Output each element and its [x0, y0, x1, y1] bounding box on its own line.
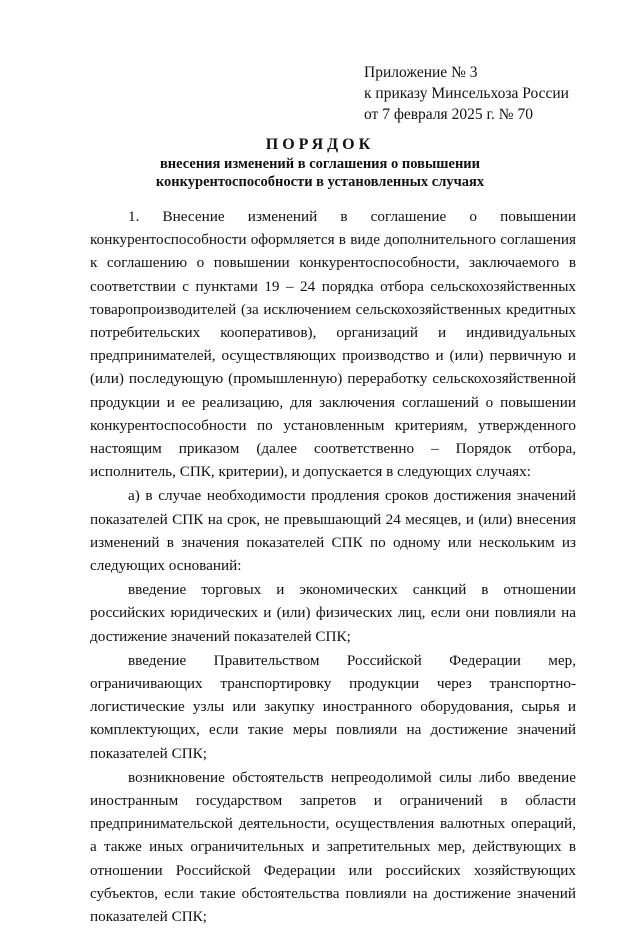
paragraph-1: 1. Внесение изменений в соглашение о повышении конкурентоспособности оформляется в виде дополнительного соглашения к соглашению о повышении конкурентоспособности, заключаемого в соответствии с пунктами 19 – 24 порядка отбора сельскохозяйственных товаропроизводителей (за исключением сельскохозяйственных кредитных потребительских кооперативов), организаций и индивидуальных предпринимателей, осуществляющих производство и (или) первичную и (или) последующую (промышленную) переработку сельскохозяйственной продукции и ее реализацию, для заключения соглашений о повышении конкурентоспособности по установленным критериям, утвержденного настоящим приказом (далее соответственно – Порядок отбора, исполнитель, СПК, критерии), и допускается в следующих случаях:	[90, 208, 576, 481]
document-subtitle-line-1: внесения изменений в соглашения о повышении	[159, 156, 481, 172]
paragraph-force-majeure: возникновение обстоятельств непреодолимой силы либо введение иностранным государством запретов и ограничений в области предпринимательской деятельности, осуществления валютных операций, а также иных ограничительных и запретительных мер, действующих в отношении Российской Федерации или российских хозяйствующих субъектов, если такие обстоятельства повлияли на достижение значений показателей СПК;	[90, 768, 576, 926]
appendix-number: Приложение № 3	[364, 64, 478, 81]
document-subtitle-line-2: конкурентоспособности в установленных случаях	[155, 174, 485, 190]
paragraph-government-measures: введение Правительством Российской Федерации мер, ограничивающих транспортировку продукции через транспортно-логистические узлы или закупку иностранного оборудования, сырья и комплектующих, если такие меры повлияли на достижение значений показателей СПК;	[90, 651, 576, 762]
document-title-block	[60, 135, 580, 191]
document-body	[90, 205, 576, 928]
paragraph-subitem-a: а) в случае необходимости продления сроков достижения значений показателей СПК на срок, не превышающий 24 месяцев, и (или) внесения изменений в значения показателей СПК по одному или нескольким из следующих оснований:	[90, 487, 576, 575]
document-title: ПОРЯДОК	[265, 136, 375, 153]
appendix-header	[364, 62, 569, 125]
appendix-order-reference: к приказу Минсельхоза России	[364, 85, 569, 102]
appendix-order-date: от 7 февраля 2025 г. № 70	[364, 106, 533, 123]
paragraph-sanctions: введение торговых и экономических санкций в отношении российских юридических и (или) физических лиц, если они повлияли на достижение значений показателей СПК;	[90, 581, 576, 645]
